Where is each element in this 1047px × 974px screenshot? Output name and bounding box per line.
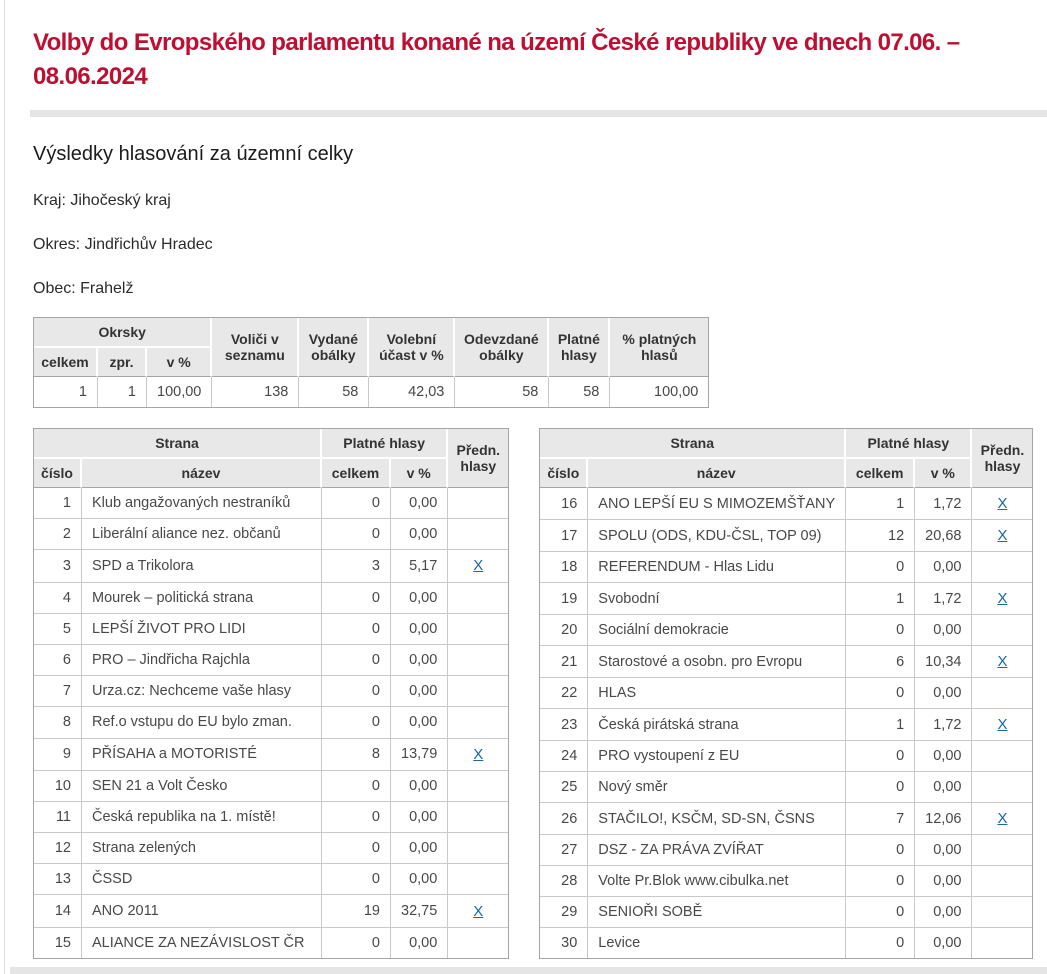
party-total-votes: 0 — [846, 615, 915, 646]
title-divider — [30, 110, 1047, 117]
platne-hlasy-value: 58 — [549, 377, 610, 407]
party-number: 30 — [540, 928, 588, 958]
party-row — [34, 928, 508, 958]
party-row — [34, 771, 508, 802]
party-pref-cell — [972, 615, 1032, 646]
party-pref-cell — [972, 646, 1032, 678]
party-vote-pct: 1,72 — [915, 583, 972, 615]
party-row — [540, 741, 1032, 772]
party-vote-pct: 0,00 — [391, 928, 448, 958]
party-total-votes: 6 — [846, 646, 915, 678]
party-vote-pct: 0,00 — [391, 583, 448, 614]
party-name: Urza.cz: Nechceme vaše hlasy — [82, 676, 322, 707]
party-total-votes: 7 — [846, 803, 915, 835]
party-pref-cell — [448, 739, 508, 771]
party-number: 11 — [34, 802, 82, 833]
party-vote-pct: 1,72 — [915, 488, 972, 520]
party-number: 21 — [540, 646, 588, 678]
party-name: Strana zelených — [82, 833, 322, 864]
party-pref-cell — [448, 583, 508, 614]
party-row — [540, 866, 1032, 897]
party-pref-cell — [972, 520, 1032, 552]
party-pref-cell — [448, 488, 508, 519]
party-total-votes: 0 — [322, 802, 391, 833]
party-pref-cell — [448, 550, 508, 582]
party-vote-pct: 5,17 — [391, 550, 448, 582]
party-total-votes: 0 — [846, 772, 915, 803]
party-name: Česká pirátská strana — [588, 709, 846, 741]
party-name: SPD a Trikolora — [82, 550, 322, 582]
pref-votes-link[interactable]: X — [473, 557, 484, 575]
party-vote-pct: 13,79 — [391, 739, 448, 771]
party-total-votes: 0 — [322, 833, 391, 864]
header-nazev: název — [82, 459, 322, 488]
okrsky-celkem-value: 1 — [34, 377, 98, 407]
party-name: Levice — [588, 928, 846, 958]
party-row — [540, 835, 1032, 866]
party-row — [540, 520, 1032, 552]
region-label: Kraj: Jihočeský kraj — [33, 192, 171, 209]
party-vote-pct: 0,00 — [915, 741, 972, 772]
window-edge-line — [4, 0, 5, 974]
header-v-pct: v % — [391, 459, 448, 488]
party-name: LEPŠÍ ŽIVOT PRO LIDI — [82, 614, 322, 645]
party-number: 15 — [34, 928, 82, 958]
header-platne-hlasy-group: Platné hlasy — [322, 429, 448, 459]
party-total-votes: 0 — [322, 519, 391, 550]
party-total-votes: 0 — [846, 835, 915, 866]
party-total-votes: 0 — [322, 864, 391, 895]
party-table-right — [539, 428, 1033, 959]
header-vydane-obalky: Vydané obálky — [299, 318, 369, 377]
header-okrsky-zpr: zpr. — [98, 348, 147, 377]
party-number: 29 — [540, 897, 588, 928]
party-number: 22 — [540, 678, 588, 709]
party-pref-cell — [448, 676, 508, 707]
volici-value: 138 — [212, 377, 299, 407]
district-label: Okres: Jindřichův Hradec — [33, 236, 213, 253]
summary-table — [33, 317, 709, 408]
party-vote-pct: 10,34 — [915, 646, 972, 678]
party-vote-pct: 20,68 — [915, 520, 972, 552]
party-name: Nový směr — [588, 772, 846, 803]
header-predn-hlasy: Předn. hlasy — [972, 429, 1032, 488]
header-predn-hlasy: Předn. hlasy — [448, 429, 508, 488]
municipality-label: Obec: Frahelž — [33, 280, 134, 297]
party-name: Česká republika na 1. místě! — [82, 802, 322, 833]
party-total-votes: 1 — [846, 709, 915, 741]
summary-row — [34, 377, 708, 407]
party-total-votes: 0 — [846, 897, 915, 928]
party-number: 17 — [540, 520, 588, 552]
party-total-votes: 0 — [846, 928, 915, 958]
party-name: Svobodní — [588, 583, 846, 615]
header-cislo: číslo — [34, 459, 82, 488]
party-row — [34, 614, 508, 645]
party-pref-cell — [972, 866, 1032, 897]
party-number: 12 — [34, 833, 82, 864]
party-total-votes: 19 — [322, 895, 391, 927]
party-number: 9 — [34, 739, 82, 771]
party-number: 16 — [540, 488, 588, 520]
header-platne-hlasy: Platné hlasy — [549, 318, 610, 377]
party-vote-pct: 0,00 — [391, 645, 448, 676]
party-vote-pct: 0,00 — [391, 802, 448, 833]
party-name: Volte Pr.Blok www.cibulka.net — [588, 866, 846, 897]
party-pref-cell — [972, 835, 1032, 866]
party-pref-cell — [972, 897, 1032, 928]
header-cislo: číslo — [540, 459, 588, 488]
header-v-pct: v % — [915, 459, 972, 488]
party-total-votes: 3 — [322, 550, 391, 582]
party-vote-pct: 0,00 — [391, 676, 448, 707]
party-total-votes: 0 — [846, 741, 915, 772]
party-name: Mourek – politická strana — [82, 583, 322, 614]
party-total-votes: 8 — [322, 739, 391, 771]
party-name: SENIOŘI SOBĚ — [588, 897, 846, 928]
party-name: DSZ - ZA PRÁVA ZVÍŘAT — [588, 835, 846, 866]
party-number: 6 — [34, 645, 82, 676]
header-celkem: celkem — [846, 459, 915, 488]
party-vote-pct: 0,00 — [391, 833, 448, 864]
party-name: STAČILO!, KSČM, SD-SN, ČSNS — [588, 803, 846, 835]
party-vote-pct: 0,00 — [915, 928, 972, 958]
party-name: SEN 21 a Volt Česko — [82, 771, 322, 802]
party-number: 3 — [34, 550, 82, 582]
pref-votes-link[interactable]: X — [473, 902, 484, 920]
party-row — [540, 583, 1032, 615]
party-total-votes: 0 — [322, 645, 391, 676]
party-row — [540, 803, 1032, 835]
party-number: 18 — [540, 552, 588, 583]
party-name: ANO LEPŠÍ EU S MIMOZEMŠŤANY — [588, 488, 846, 520]
party-pref-cell — [448, 614, 508, 645]
party-row — [540, 646, 1032, 678]
party-number: 8 — [34, 707, 82, 738]
party-vote-pct: 12,06 — [915, 803, 972, 835]
party-vote-pct: 0,00 — [391, 519, 448, 550]
party-name: PRO – Jindřicha Rajchla — [82, 645, 322, 676]
party-row — [34, 583, 508, 614]
header-volici-v-seznamu: Voliči v seznamu — [212, 318, 299, 377]
party-total-votes: 0 — [846, 866, 915, 897]
party-vote-pct: 0,00 — [915, 615, 972, 646]
party-total-votes: 0 — [322, 488, 391, 519]
party-row — [540, 488, 1032, 520]
header-volebni-ucast: Volební účast v % — [369, 318, 455, 377]
party-total-votes: 0 — [322, 707, 391, 738]
party-pref-cell — [972, 709, 1032, 741]
page-title: Volby do Evropského parlamentu konané na území České republiky ve dnech 07.06. – 08.06.2024 — [33, 29, 960, 90]
header-odevzdane-obalky: Odevzdané obálky — [455, 318, 549, 377]
section-title: Výsledky hlasování za územní celky — [33, 143, 354, 165]
party-row — [540, 709, 1032, 741]
party-total-votes: 0 — [322, 771, 391, 802]
party-number: 1 — [34, 488, 82, 519]
party-row — [34, 488, 508, 519]
party-name: ČSSD — [82, 864, 322, 895]
party-row — [34, 802, 508, 833]
party-total-votes: 0 — [322, 676, 391, 707]
party-total-votes: 1 — [846, 488, 915, 520]
party-row — [34, 676, 508, 707]
pref-votes-link[interactable]: X — [473, 745, 484, 763]
party-vote-pct: 0,00 — [915, 835, 972, 866]
party-row — [34, 739, 508, 771]
party-number: 5 — [34, 614, 82, 645]
party-vote-pct: 0,00 — [391, 771, 448, 802]
party-vote-pct: 0,00 — [391, 864, 448, 895]
party-pref-cell — [972, 772, 1032, 803]
party-vote-pct: 0,00 — [391, 707, 448, 738]
party-table-left — [33, 428, 509, 959]
party-number: 28 — [540, 866, 588, 897]
party-pref-cell — [972, 678, 1032, 709]
party-total-votes: 12 — [846, 520, 915, 552]
party-number: 13 — [34, 864, 82, 895]
party-number: 7 — [34, 676, 82, 707]
party-name: SPOLU (ODS, KDU-ČSL, TOP 09) — [588, 520, 846, 552]
okrsky-zpr-value: 1 — [98, 377, 147, 407]
header-okrsky: Okrsky — [34, 318, 212, 348]
party-vote-pct: 0,00 — [391, 614, 448, 645]
party-row — [540, 678, 1032, 709]
header-okrsky-v-pct: v % — [147, 348, 212, 377]
party-vote-pct: 0,00 — [915, 552, 972, 583]
party-total-votes: 0 — [322, 928, 391, 958]
pref-votes-link[interactable]: X — [997, 495, 1008, 512]
party-pref-cell — [448, 833, 508, 864]
party-total-votes: 1 — [846, 583, 915, 615]
party-row — [34, 550, 508, 582]
party-name: PŘÍSAHA a MOTORISTÉ — [82, 739, 322, 771]
party-row — [540, 772, 1032, 803]
header-okrsky-celkem: celkem — [34, 348, 98, 377]
party-name: PRO vystoupení z EU — [588, 741, 846, 772]
party-pref-cell — [972, 803, 1032, 835]
pref-votes-link[interactable]: X — [997, 527, 1008, 544]
party-pref-cell — [972, 583, 1032, 615]
party-pref-cell — [448, 802, 508, 833]
party-name: ALIANCE ZA NEZÁVISLOST ČR — [82, 928, 322, 958]
party-vote-pct: 0,00 — [915, 866, 972, 897]
party-pref-cell — [448, 895, 508, 927]
party-total-votes: 0 — [322, 583, 391, 614]
party-pref-cell — [448, 707, 508, 738]
party-total-votes: 0 — [846, 678, 915, 709]
party-vote-pct: 0,00 — [915, 897, 972, 928]
party-vote-pct: 0,00 — [915, 678, 972, 709]
party-tables-container — [33, 428, 1047, 959]
party-row — [34, 707, 508, 738]
party-row — [540, 897, 1032, 928]
party-pref-cell — [448, 645, 508, 676]
party-name: HLAS — [588, 678, 846, 709]
okrsky-v-pct-value: 100,00 — [147, 377, 212, 407]
party-number: 26 — [540, 803, 588, 835]
party-row — [34, 864, 508, 895]
party-name: REFERENDUM - Hlas Lidu — [588, 552, 846, 583]
party-name: Liberální aliance nez. občanů — [82, 519, 322, 550]
party-vote-pct: 0,00 — [915, 772, 972, 803]
party-vote-pct: 32,75 — [391, 895, 448, 927]
party-number: 20 — [540, 615, 588, 646]
header-nazev: název — [588, 459, 846, 488]
party-number: 24 — [540, 741, 588, 772]
party-name: Sociální demokracie — [588, 615, 846, 646]
party-row — [34, 645, 508, 676]
party-vote-pct: 1,72 — [915, 709, 972, 741]
volebni-ucast-value: 42,03 — [369, 377, 455, 407]
party-vote-pct: 0,00 — [391, 488, 448, 519]
party-name: Ref.o vstupu do EU bylo zman. — [82, 707, 322, 738]
pref-votes-link[interactable]: X — [997, 653, 1008, 670]
party-number: 14 — [34, 895, 82, 927]
header-celkem: celkem — [322, 459, 391, 488]
header-pct-platnych-hlasu: % platných hlasů — [610, 318, 708, 377]
party-pref-cell — [972, 741, 1032, 772]
header-strana: Strana — [540, 429, 846, 459]
party-pref-cell — [972, 552, 1032, 583]
party-row — [540, 928, 1032, 958]
party-number: 10 — [34, 771, 82, 802]
party-row — [540, 615, 1032, 646]
party-name: Starostové a osobn. pro Evropu — [588, 646, 846, 678]
pct-platnych-value: 100,00 — [654, 384, 699, 400]
header-strana: Strana — [34, 429, 322, 459]
party-number: 23 — [540, 709, 588, 741]
pref-votes-link[interactable]: X — [997, 810, 1008, 827]
party-total-votes: 0 — [846, 552, 915, 583]
party-pref-cell — [448, 928, 508, 958]
party-number: 4 — [34, 583, 82, 614]
header-platne-hlasy-group: Platné hlasy — [846, 429, 972, 459]
vydane-obalky-value: 58 — [299, 377, 369, 407]
party-row — [34, 833, 508, 864]
party-row — [540, 552, 1032, 583]
party-number: 19 — [540, 583, 588, 615]
pref-votes-link[interactable]: X — [997, 590, 1008, 607]
party-pref-cell — [448, 864, 508, 895]
party-row — [34, 519, 508, 550]
party-pref-cell — [972, 928, 1032, 958]
party-pref-cell — [972, 488, 1032, 520]
party-pref-cell — [448, 519, 508, 550]
party-number: 27 — [540, 835, 588, 866]
horizontal-scrollbar[interactable] — [10, 967, 1047, 974]
party-pref-cell — [448, 771, 508, 802]
party-number: 25 — [540, 772, 588, 803]
party-number: 2 — [34, 519, 82, 550]
pref-votes-link[interactable]: X — [997, 716, 1008, 733]
party-name: ANO 2011 — [82, 895, 322, 927]
odevzdane-obalky-value: 58 — [455, 377, 549, 407]
party-name: Klub angažovaných nestraníků — [82, 488, 322, 519]
party-total-votes: 0 — [322, 614, 391, 645]
party-row — [34, 895, 508, 927]
